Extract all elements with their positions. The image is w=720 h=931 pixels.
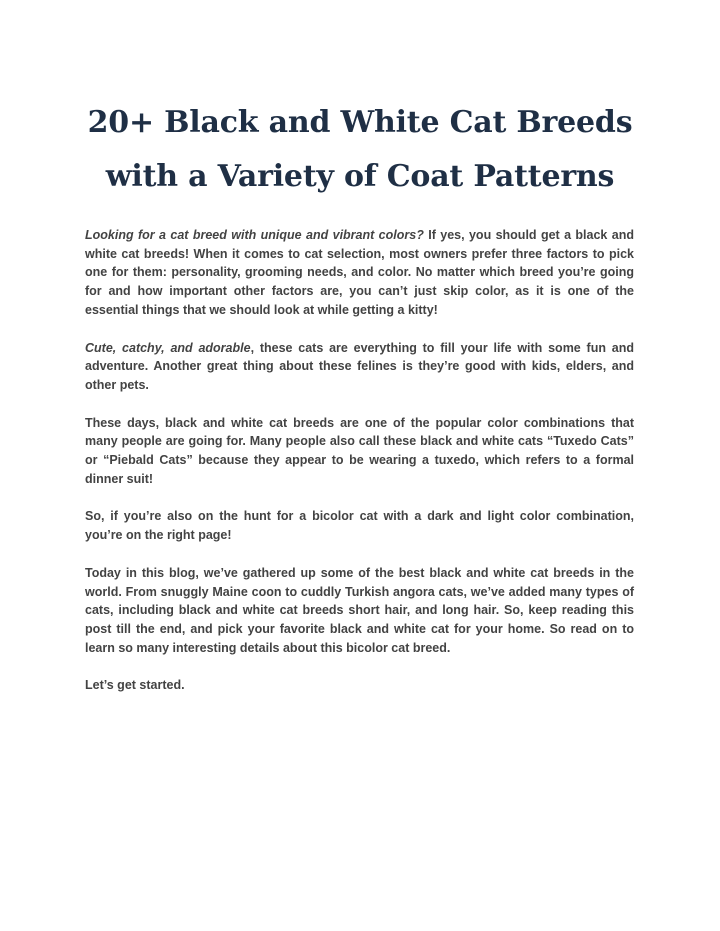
intro-question: Looking for a cat breed with unique and vibrant colors? <box>85 228 424 242</box>
page-title <box>60 96 660 204</box>
title-line-1: 20+ Black and White Cat Breeds <box>87 105 633 140</box>
article-body <box>85 226 634 714</box>
paragraph-bicolor: So, if you’re also on the hunt for a bicolor cat with a dark and light color combination, you’re on the right page! <box>85 509 634 543</box>
intro-text: If yes, you should get a black and white cat breeds! When it comes to cat selection, most owners prefer three factors to pick one for them: personality, grooming needs, and color. No matter which breed you’re going for and how important other factors are, you can’t just skip color, as it is one of the essential things that we should look at while getting a kitty! <box>85 228 635 317</box>
paragraph-start: Let’s get started. <box>85 678 185 693</box>
paragraph-cute <box>85 339 634 395</box>
cute-emphasis: Cute, catchy, and adorable <box>85 340 251 355</box>
paragraph-intro <box>85 226 634 320</box>
cute-text: , these cats are everything to fill your life with some fun and adventure. Another great thing about these felines is they’re good with kids, elders, and other pets. <box>85 340 634 392</box>
paragraph-blog: Today in this blog, we’ve gathered up some of the best black and white cat breeds in the world. From snuggly Maine coon to cuddly Turkish angora cats, we’ve added many types of cats, including black and white cat breeds short hair, and long hair. So, keep reading this post till the end, and pick your favorite black and white cat for your home. So read on to learn so many interesting details about this bicolor cat breed. <box>85 565 634 655</box>
paragraph-tuxedo: These days, black and white cat breeds are one of the popular color combinations that many people are going for. Many people also call these black and white cats “Tuxedo Cats” or “Piebald Cats” because they appear to be wearing a tuxedo, which refers to a formal dinner suit! <box>85 415 634 486</box>
title-line-2: with a Variety of Coat Patterns <box>105 159 615 194</box>
